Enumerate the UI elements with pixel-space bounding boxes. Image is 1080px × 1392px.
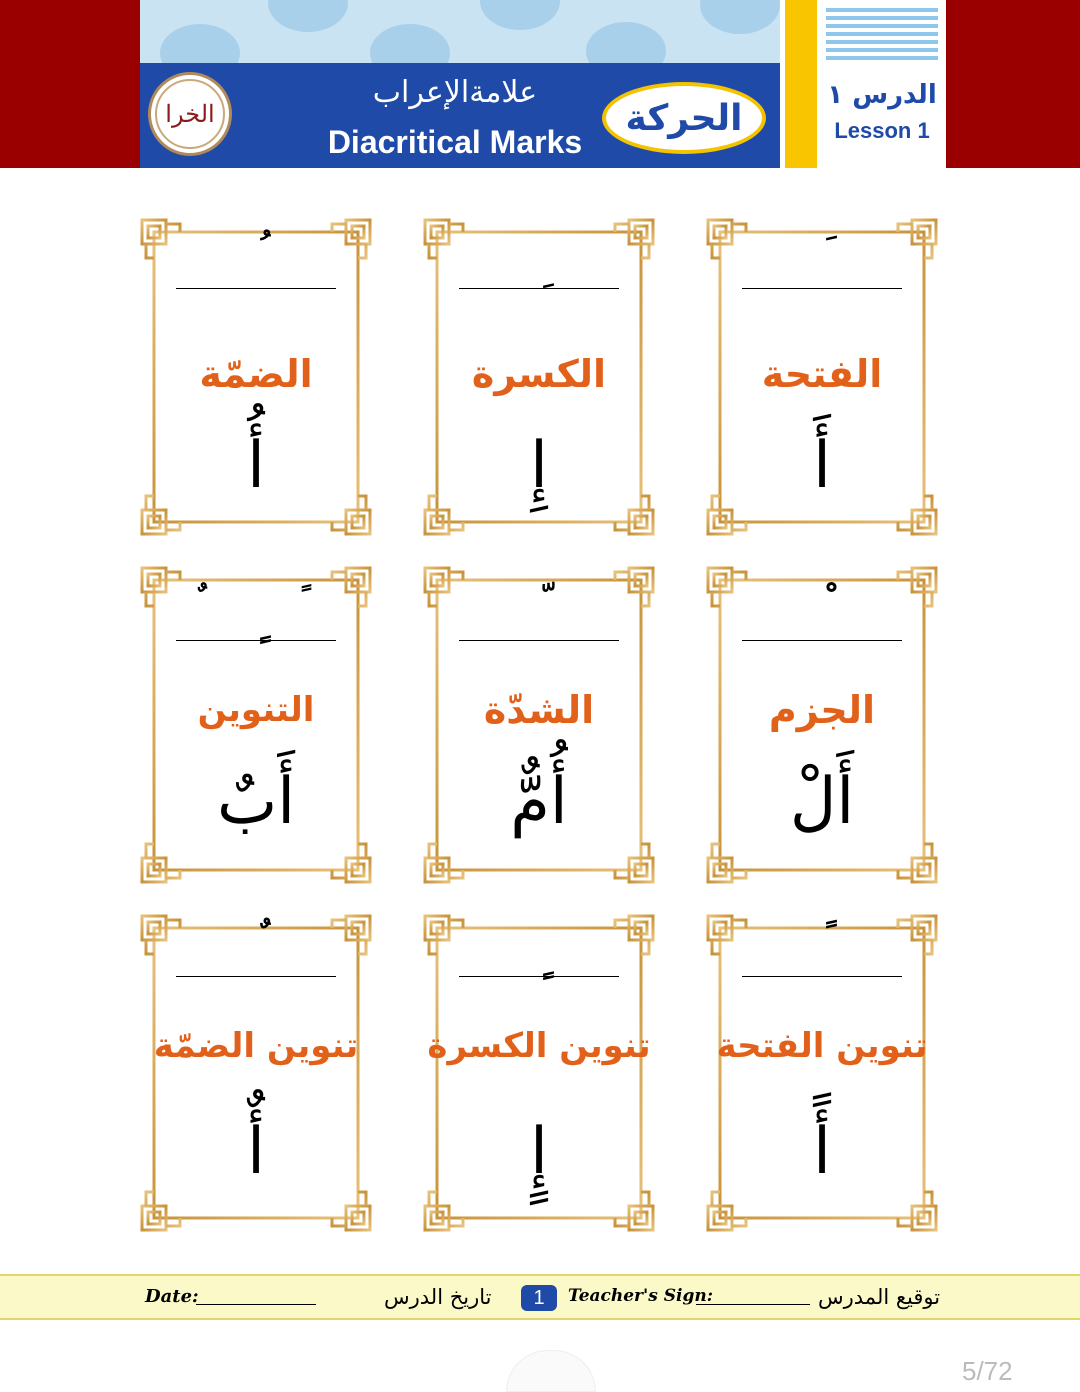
topic-badge: الحركة [602, 82, 766, 154]
card-rule [176, 288, 336, 289]
left-header-bar [0, 0, 140, 168]
date-label: Date: [145, 1286, 199, 1307]
flashcard [423, 566, 655, 884]
logo-text: الخرا [155, 79, 225, 149]
card-rule [176, 976, 336, 977]
yellow-strip [785, 0, 817, 168]
page-scroll-handle[interactable] [506, 1350, 596, 1392]
page-indicator: 5/72 [962, 1356, 1013, 1386]
flashcard [706, 914, 938, 1232]
school-logo [148, 72, 232, 156]
card-name: الشدّة [483, 688, 595, 732]
card-name: تنوين الضمّة [153, 1026, 359, 1066]
flashcard [423, 914, 655, 1232]
card-name: الكسرة [471, 352, 607, 396]
card-example: أُمٌّ [510, 765, 568, 839]
lesson-label-english: Lesson 1 [834, 118, 930, 143]
card-name: الفتحة [761, 352, 883, 396]
card-mark [706, 230, 938, 270]
card-mark-below [140, 602, 372, 642]
lesson-number-badge: 1 [521, 1285, 557, 1311]
teacher-sign-line [696, 1304, 810, 1305]
footer-bar [0, 1274, 1080, 1320]
card-mark [706, 582, 938, 622]
card-name: تنوين الكسرة [427, 1026, 651, 1066]
card-example: أَلْ [789, 765, 855, 839]
card-example: إٍ [530, 1115, 548, 1189]
card-mark [140, 230, 372, 270]
header-title-english: Diacritical Marks [327, 124, 583, 160]
flashcard [423, 218, 655, 536]
lesson-label-arabic: الدرس ١ [827, 80, 937, 110]
card-example: أَبٌ [216, 765, 296, 839]
card-example: أٌ [247, 1115, 265, 1189]
header-title-arabic: علامةالإعراب [372, 75, 538, 110]
card-mark [706, 918, 938, 958]
flashcard [706, 566, 938, 884]
card-mark-below [423, 938, 655, 978]
card-name: التنوين [197, 690, 315, 730]
card-mark [140, 918, 372, 958]
card-example: أُ [247, 429, 265, 503]
card-mark-below [423, 250, 655, 290]
card-name: تنوين الفتحة [716, 1026, 928, 1066]
card-example: أَ [813, 429, 831, 503]
teacher-sign-arabic: توقيع المدرس [818, 1285, 941, 1309]
card-name: الجزم [768, 688, 876, 732]
flashcard [140, 218, 372, 536]
teacher-sign-label: Teacher's Sign: [568, 1286, 713, 1306]
card-mark [423, 582, 655, 622]
flashcard [140, 914, 372, 1232]
right-header-bar [946, 0, 1080, 168]
card-rule [459, 640, 619, 641]
flashcard [140, 566, 372, 884]
lesson-pattern [826, 4, 938, 64]
card-name: الضمّة [199, 352, 313, 396]
flashcard [706, 218, 938, 536]
card-rule [742, 640, 902, 641]
lesson-date-label: تاريخ الدرس [384, 1285, 492, 1309]
card-rule [742, 288, 902, 289]
card-rule [742, 976, 902, 977]
card-example: أً [813, 1115, 831, 1189]
header-pattern [140, 0, 780, 63]
date-line [196, 1304, 316, 1305]
card-example: إِ [530, 429, 548, 503]
